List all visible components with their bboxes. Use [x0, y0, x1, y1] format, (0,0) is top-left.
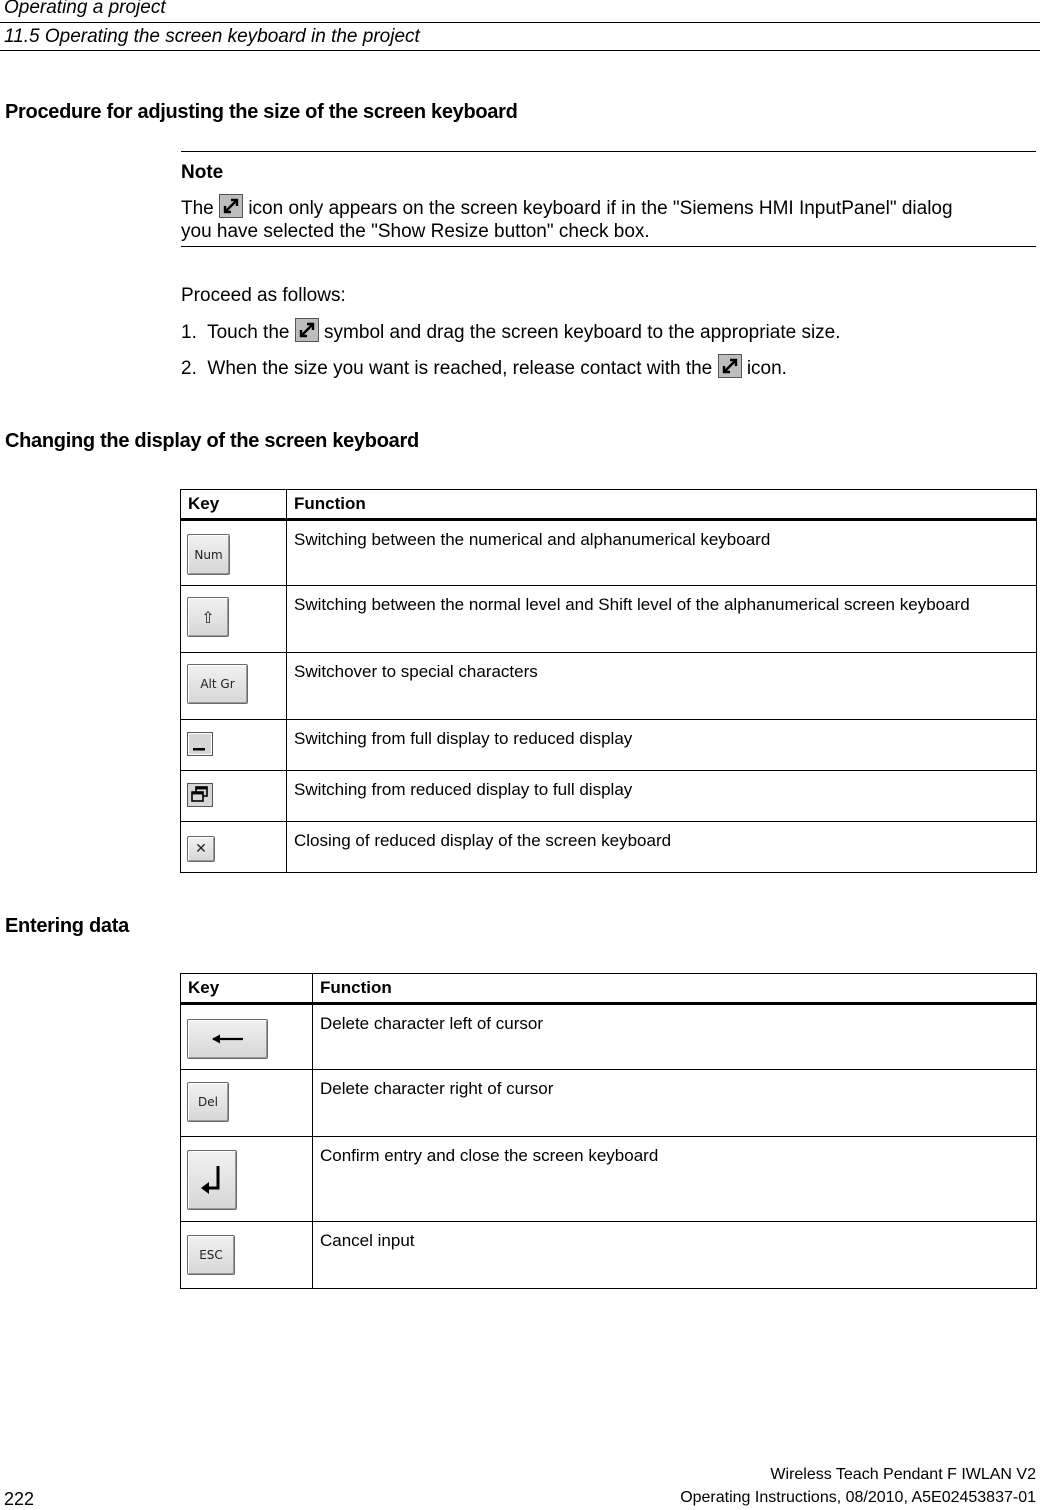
enter-key-icon [187, 1150, 237, 1210]
table-header-row [181, 490, 1037, 520]
table-header-row [181, 974, 1037, 1004]
key-cell [181, 1070, 313, 1137]
close-icon: ✕ [187, 836, 215, 862]
table-row [181, 1004, 1037, 1070]
proceed-text: Proceed as follows: [181, 285, 346, 306]
entering-keys-table [180, 973, 1037, 1289]
function-cell: Switchover to special characters [287, 653, 1037, 720]
column-header-key: Key [181, 974, 313, 1004]
header-divider [0, 22, 1040, 23]
footer-product: Wireless Teach Pendant F IWLAN V2 [770, 1466, 1036, 1483]
key-cell [181, 653, 287, 720]
table-row [181, 720, 1037, 771]
function-cell: Closing of reduced display of the screen keyboard [287, 822, 1037, 873]
key-cell [181, 771, 287, 822]
header-chapter: Operating a project [4, 0, 166, 18]
column-header-key: Key [181, 490, 287, 520]
function-cell: Cancel input [313, 1222, 1037, 1289]
section-heading-resize: Procedure for adjusting the size of the screen keyboard [5, 101, 518, 123]
footer-doc-info: Operating Instructions, 08/2010, A5E02453837-01 [680, 1489, 1036, 1506]
minimize-icon [187, 732, 213, 756]
step-1-text-b: symbol and drag the screen keyboard to the appropriate size. [324, 322, 841, 343]
resize-arrow-icon [219, 194, 243, 218]
step-2-number: 2. [181, 358, 197, 379]
note-title: Note [181, 162, 224, 183]
key-cell [181, 1137, 313, 1222]
note-top-rule [181, 151, 1036, 152]
table-row [181, 520, 1037, 586]
resize-arrow-icon [718, 354, 742, 378]
table-row [181, 822, 1037, 873]
function-cell: Switching from reduced display to full display [287, 771, 1037, 822]
header-section: 11.5 Operating the screen keyboard in the project [4, 26, 420, 47]
resize-arrow-icon [295, 318, 319, 342]
function-cell: Switching between the normal level and Shift level of the alphanumerical screen keyboard [287, 586, 1037, 653]
column-header-function: Function [287, 490, 1037, 520]
note-text [181, 194, 1036, 243]
restore-icon [187, 783, 213, 807]
note-bottom-rule [181, 246, 1036, 247]
function-cell: Delete character left of cursor [313, 1004, 1037, 1070]
key-cell [181, 822, 287, 873]
header-bottom-rule [0, 50, 1040, 51]
function-cell: Confirm entry and close the screen keyboard [313, 1137, 1037, 1222]
key-cell [181, 1004, 313, 1070]
note-text-2: icon only appears on the screen keyboard if in the "Siemens HMI InputPanel" dialog [248, 198, 953, 219]
table-row [181, 1070, 1037, 1137]
key-cell [181, 586, 287, 653]
section-heading-display: Changing the display of the screen keyboard [5, 430, 419, 452]
key-cell [181, 520, 287, 586]
step-2-text-b: icon. [746, 358, 787, 379]
table-row [181, 771, 1037, 822]
step-1-number: 1. [181, 322, 197, 343]
footer-page-number: 222 [4, 1489, 35, 1509]
backspace-key-icon [187, 1019, 268, 1059]
shift-key-icon: ⇧ [187, 597, 229, 637]
table-row [181, 1222, 1037, 1289]
table-row [181, 1137, 1037, 1222]
table-row [181, 586, 1037, 653]
esc-key-icon: ESC [187, 1235, 235, 1275]
altgr-key-icon: Alt Gr [187, 664, 248, 704]
display-keys-table [180, 489, 1037, 873]
del-key-icon: Del [187, 1082, 229, 1122]
step-2 [181, 354, 787, 380]
step-2-text-a: When the size you want is reached, release contact with the [207, 358, 713, 379]
note-text-1: The [181, 198, 214, 219]
function-cell: Delete character right of cursor [313, 1070, 1037, 1137]
column-header-function: Function [313, 974, 1037, 1004]
function-cell: Switching between the numerical and alphanumerical keyboard [287, 520, 1037, 586]
step-1-text-a: Touch the [207, 322, 290, 343]
table-row [181, 653, 1037, 720]
step-1 [181, 318, 841, 344]
key-cell [181, 1222, 313, 1289]
function-cell: Switching from full display to reduced display [287, 720, 1037, 771]
section-heading-entering: Entering data [5, 915, 129, 937]
key-cell [181, 720, 287, 771]
note-text-3: you have selected the "Show Resize button" check box. [181, 221, 650, 242]
num-key-icon: Num [187, 534, 230, 575]
